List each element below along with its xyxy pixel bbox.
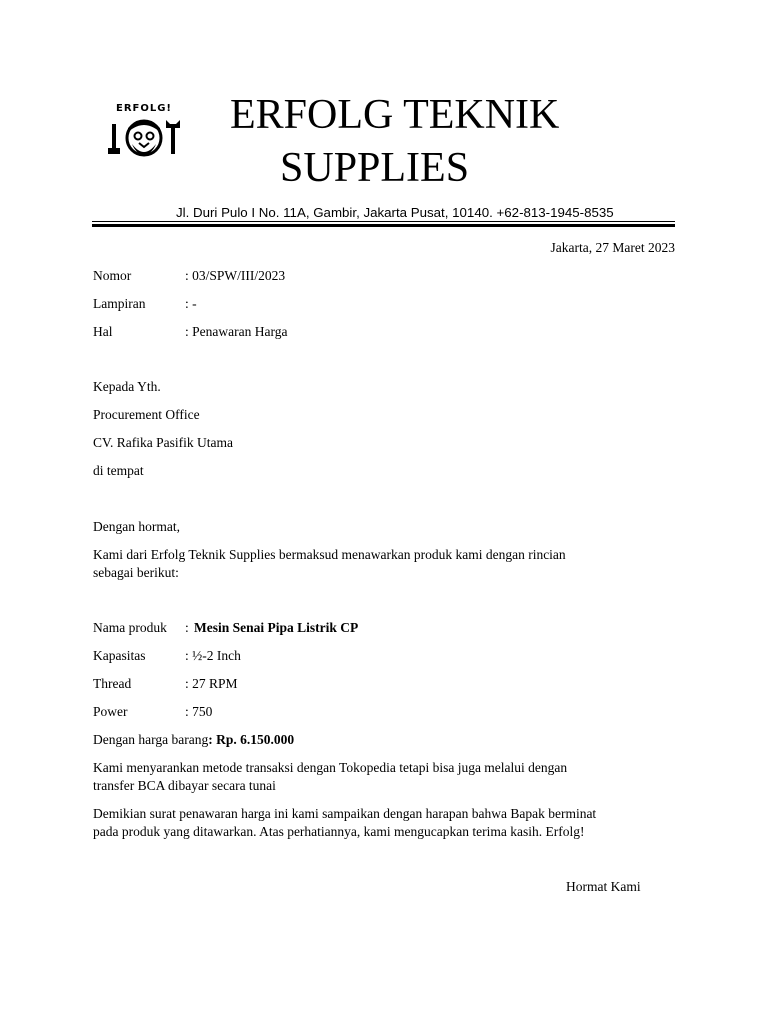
price-line: [93, 732, 294, 748]
header-divider-thick: [92, 224, 675, 227]
product-name-separator: :: [185, 620, 189, 635]
spec-label: Thread: [93, 676, 132, 691]
letter-date: Jakarta, 27 Maret 2023: [550, 240, 675, 255]
recipient-line: Procurement Office: [93, 407, 200, 422]
header-divider-thin: [92, 221, 675, 222]
spec-value: : 27 RPM: [185, 676, 238, 691]
company-logo: [106, 98, 182, 166]
meta-value-lampiran: : -: [185, 296, 197, 311]
spec-value: : ½-2 Inch: [185, 648, 241, 663]
price-prefix: Dengan harga barang: [93, 732, 209, 747]
company-name-line1: ERFOLG TEKNIK: [230, 92, 560, 138]
recipient-line: CV. Rafika Pasifik Utama: [93, 435, 233, 450]
greeting: Dengan hormat,: [93, 519, 180, 534]
product-name-value: Mesin Senai Pipa Listrik CP: [194, 620, 359, 635]
payment-line: Kami menyarankan metode transaksi dengan Tokopedia tetapi bisa juga melalui dengan: [93, 760, 568, 775]
meta-label-lampiran: Lampiran: [93, 296, 146, 311]
closing-line: pada produk yang ditawarkan. Atas perhatiannya, kami mengucapkan terima kasih. Erfolg!: [93, 824, 585, 839]
meta-value-nomor: : 03/SPW/III/2023: [185, 268, 286, 283]
company-address: Jl. Duri Pulo I No. 11A, Gambir, Jakarta Pusat, 10140. +62-813-1945-8535: [176, 205, 614, 220]
meta-label-hal: Hal: [93, 324, 113, 339]
spec-label: Power: [93, 704, 128, 719]
spec-label: Kapasitas: [93, 648, 146, 663]
recipient-line: Kepada Yth.: [93, 379, 161, 394]
price-value: : Rp. 6.150.000: [208, 732, 295, 747]
product-name-label: Nama produk: [93, 620, 167, 635]
closing-line: Demikian surat penawaran harga ini kami sampaikan dengan harapan bahwa Bapak berminat: [93, 806, 597, 821]
logo-text: ERFOLG!: [115, 103, 173, 114]
payment-line: transfer BCA dibayar secara tunai: [93, 778, 276, 793]
meta-label-nomor: Nomor: [93, 268, 132, 283]
meta-value-hal: : Penawaran Harga: [185, 324, 288, 339]
company-name-line2: SUPPLIES: [280, 145, 470, 191]
signoff: Hormat Kami: [566, 879, 641, 894]
spec-value: : 750: [185, 704, 213, 719]
intro-line: Kami dari Erfolg Teknik Supplies bermaksud menawarkan produk kami dengan rincian: [93, 547, 566, 562]
intro-line: sebagai berikut:: [93, 565, 179, 580]
recipient-line: di tempat: [93, 463, 144, 478]
